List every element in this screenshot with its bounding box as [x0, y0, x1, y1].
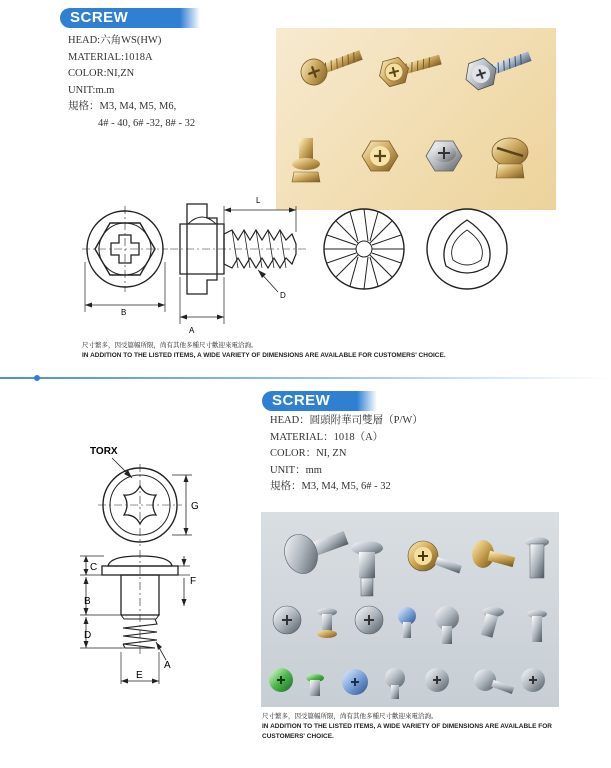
- spec-unit: UNIT:m.m: [68, 84, 115, 96]
- tri-lobe-end-view: [427, 209, 507, 289]
- top-note-en: IN ADDITION TO THE LISTED ITEMS, A WIDE VARIETY OF DIMENSIONS ARE AVAILABLE FOR CUSTOMERS' CHOICE.: [82, 352, 446, 359]
- top-product-photo: [276, 28, 556, 210]
- dim-label-d: D: [280, 291, 286, 300]
- screw-photo-r2-1: [273, 606, 301, 634]
- dim-label-a: A: [189, 326, 195, 335]
- dim-label-e: E: [136, 670, 143, 681]
- bottom-note-cn: 尺寸繁多，因受篇幅所限，尚有其他多種尺寸歡迎來電洽詢。: [262, 713, 438, 720]
- spec-material: MATERIAL：1018（A）: [270, 431, 384, 443]
- screw-photo-r1-5: [525, 537, 549, 578]
- screw-photo-r3-4: [385, 668, 405, 699]
- screw-photo-r2-6: [481, 607, 504, 638]
- screw-photo-6: [426, 141, 462, 171]
- bottom-product-photo: [261, 512, 559, 707]
- screw-side-view: [80, 550, 196, 684]
- spec-head: HEAD：圓頭附華司雙層（P/W）: [270, 415, 423, 426]
- screw-photo-r3-2: [306, 674, 324, 696]
- screw-photo-r3-6: [474, 669, 514, 694]
- dim-label-l: L: [256, 196, 261, 205]
- top-note-cn: 尺寸繁多，因受篇幅所限，尚有其他多種尺寸歡迎來電洽詢。: [82, 342, 258, 349]
- screw-side-view: [170, 196, 306, 335]
- screw-photo-r3-7: [521, 668, 545, 692]
- spec-sizes: 規格：M3, M4, M5, M6,: [68, 101, 177, 112]
- top-technical-drawing: [70, 192, 530, 342]
- spec-color: COLOR：NI, ZN: [270, 448, 347, 459]
- bottom-technical-drawing: [70, 438, 220, 688]
- screw-photo-r3-1: [269, 668, 293, 692]
- screw-photo-r3-5: [425, 668, 449, 692]
- dim-label-b: B: [84, 596, 91, 607]
- screw-photo-1: [297, 43, 365, 89]
- dim-label-f: F: [190, 576, 197, 587]
- bottom-spec-list: [270, 413, 423, 496]
- screw-photo-r2-7: [527, 610, 547, 642]
- screw-photo-2: [376, 47, 444, 88]
- dim-label-torx: TORX: [90, 446, 118, 457]
- spec-sizes-cont: 4# - 40, 6# -32, 8# - 32: [98, 117, 196, 129]
- bottom-note: [262, 712, 552, 742]
- screw-photo-r1-4: [472, 540, 515, 568]
- dim-label-g: G: [191, 501, 199, 512]
- torx-head-front-view: [98, 464, 199, 546]
- top-section-title: SCREW: [70, 9, 129, 26]
- screw-photo-r2-3: [355, 606, 383, 634]
- top-section-badge: [60, 8, 180, 28]
- divider-dot: [34, 375, 40, 381]
- spec-sizes: 規格：M3, M4, M5, 6# - 32: [270, 481, 391, 492]
- spec-head: HEAD:六角WS(HW): [68, 35, 162, 46]
- screw-photo-3: [461, 43, 534, 93]
- bottom-section-title: SCREW: [272, 392, 331, 409]
- bottom-section-badge: [262, 391, 357, 411]
- top-spec-list: [68, 33, 195, 132]
- screw-photo-r1-1: [279, 519, 353, 578]
- serrated-washer-view: [324, 209, 404, 289]
- screw-photo-r2-5: [435, 606, 459, 644]
- screw-photo-r3-3: [342, 669, 368, 695]
- top-note: [82, 341, 446, 361]
- dim-label-b: B: [121, 308, 127, 317]
- dim-label-c: C: [90, 562, 98, 573]
- screw-photo-4: [292, 138, 320, 182]
- screw-photo-5: [362, 141, 398, 171]
- screw-photo-r1-3: [408, 541, 462, 573]
- bottom-note-en-line1: IN ADDITION TO THE LISTED ITEMS, A WIDE VARIETY OF DIMENSIONS ARE AVAILABLE FOR: [262, 723, 552, 730]
- screw-photo-r2-4: [398, 607, 416, 638]
- hex-head-front-view: [82, 206, 168, 317]
- spec-color: COLOR:NI,ZN: [68, 68, 135, 79]
- screw-photo-r2-2: [317, 608, 337, 638]
- spec-material: MATERIAL:1018A: [68, 51, 153, 63]
- section-divider: [0, 377, 611, 379]
- dim-label-a: A: [164, 660, 171, 671]
- screw-photo-7: [492, 138, 528, 178]
- screw-photo-r1-2: [351, 541, 383, 596]
- dim-label-d: D: [84, 630, 92, 641]
- bottom-note-en-line2: CUSTOMERS' CHOICE.: [262, 733, 334, 740]
- spec-unit: UNIT：mm: [270, 464, 322, 476]
